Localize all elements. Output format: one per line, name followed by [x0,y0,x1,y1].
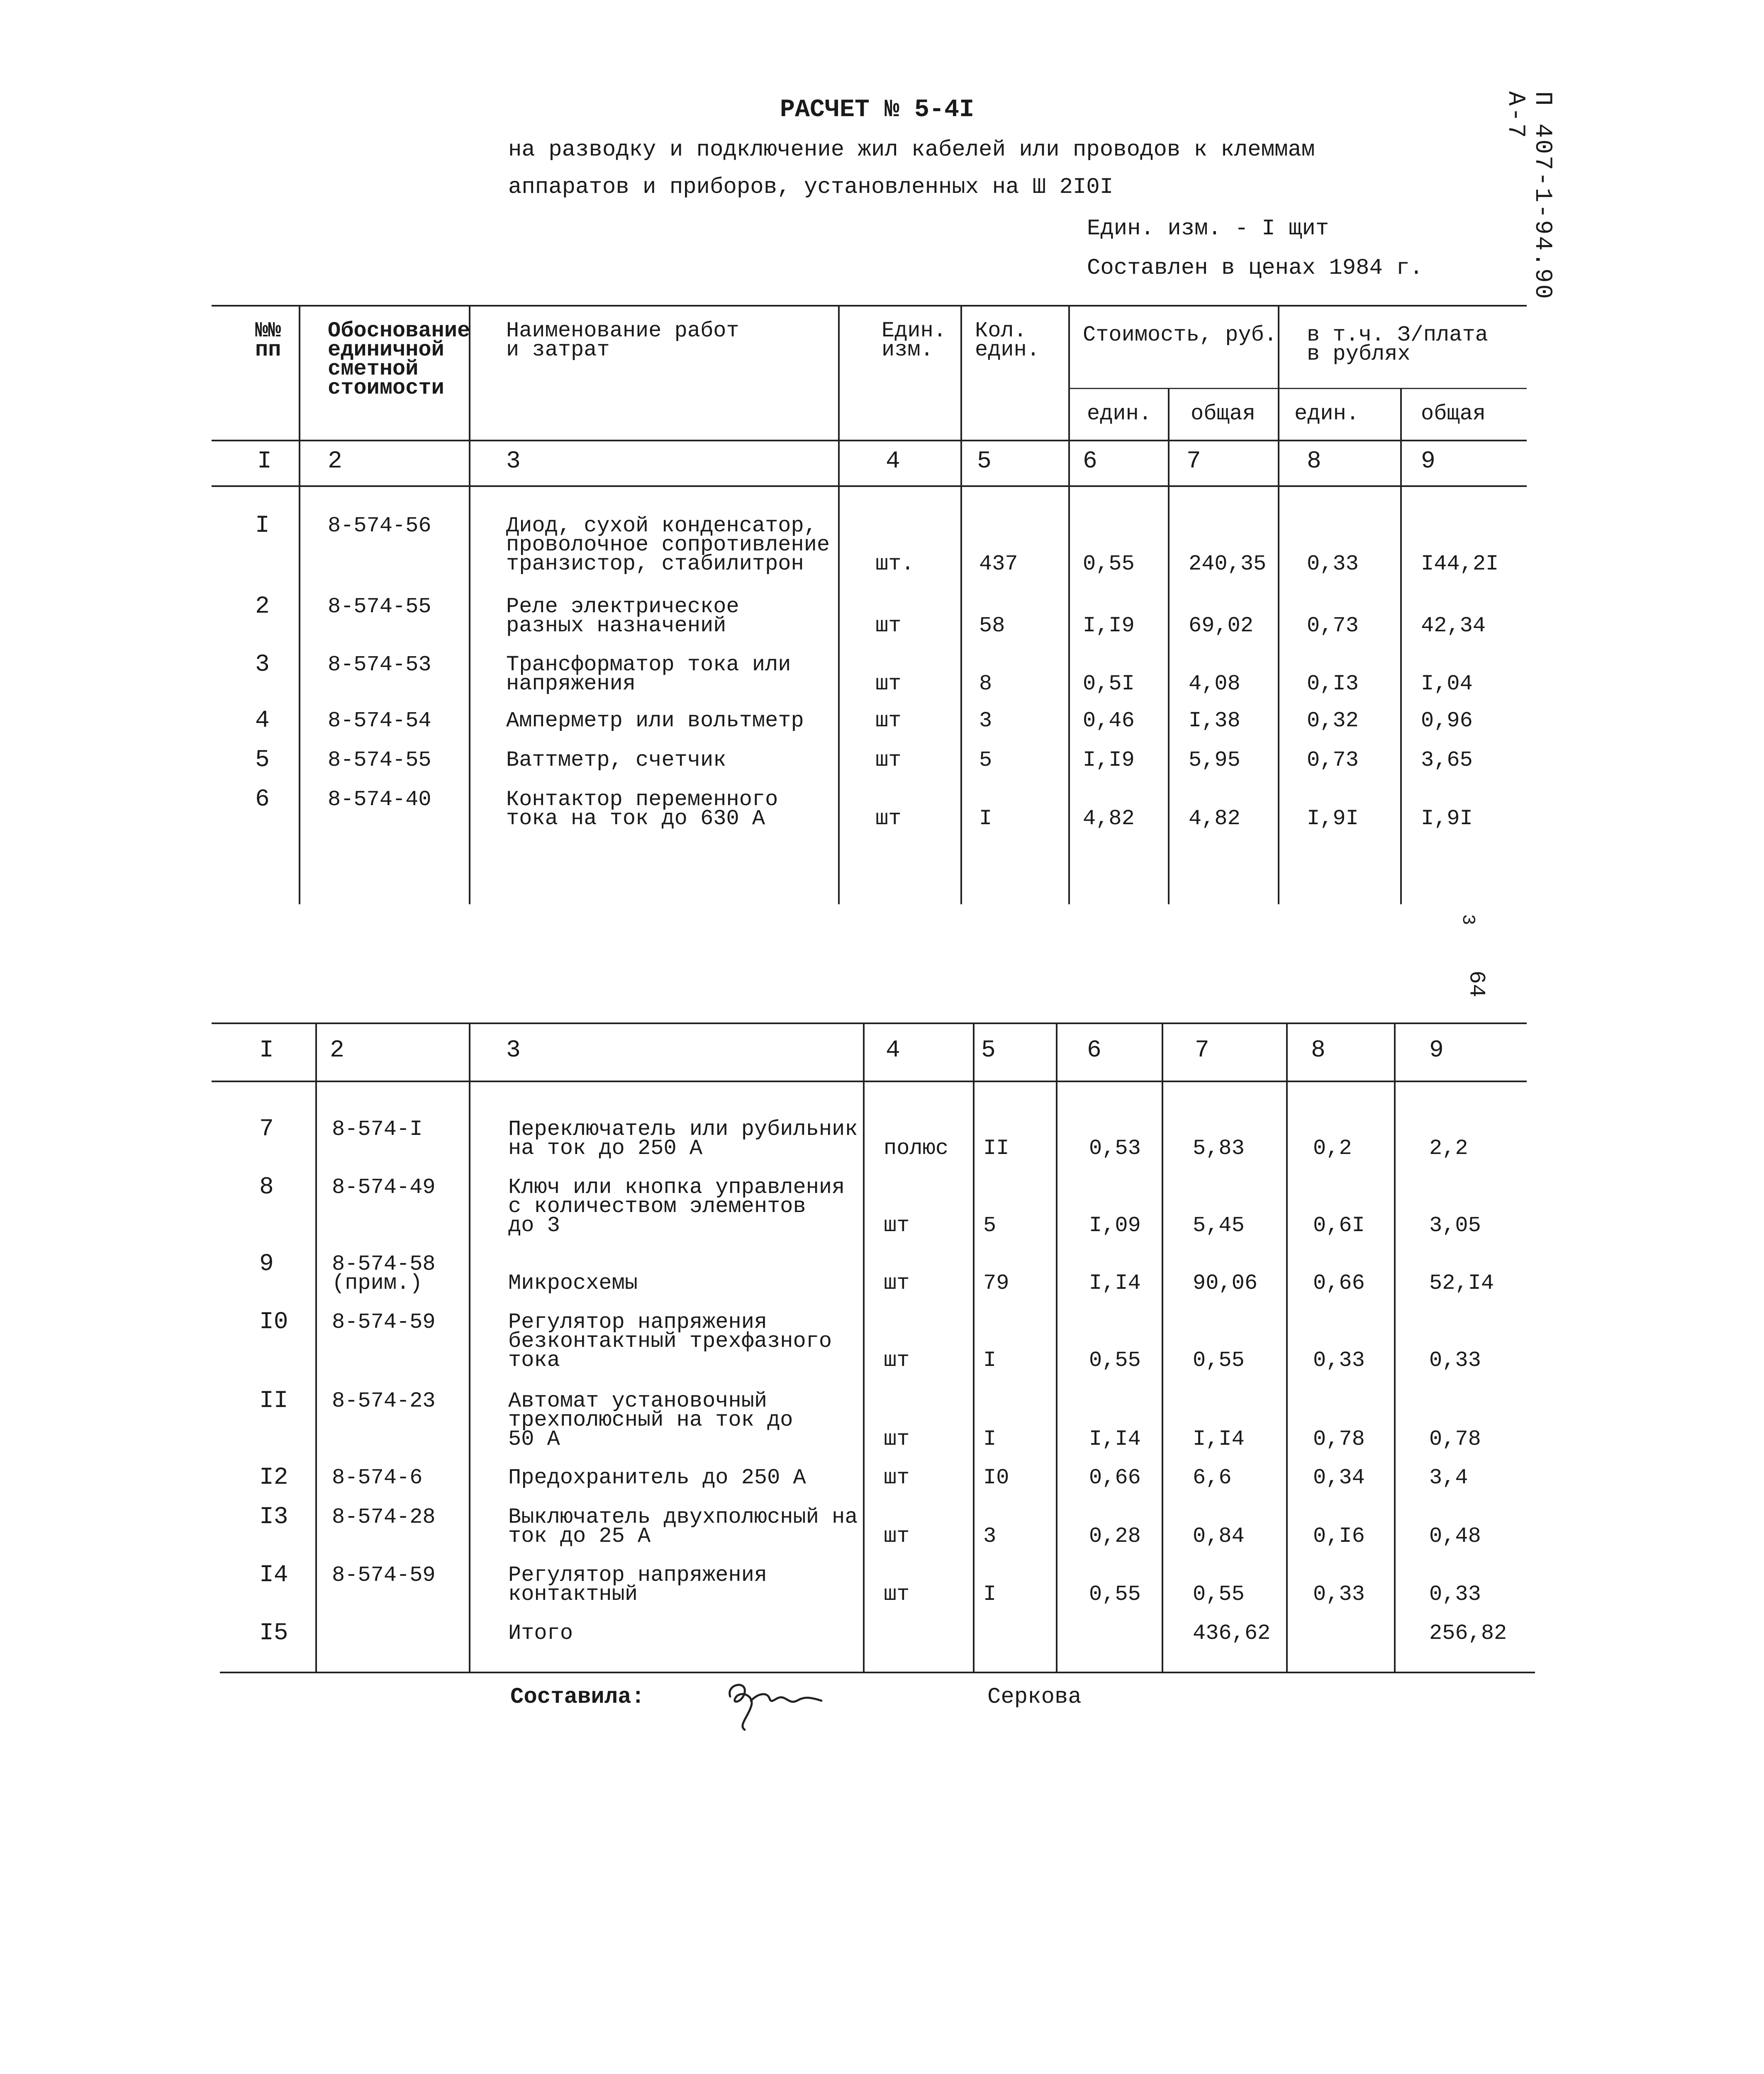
cell-cost-unit: I,I4 [1089,1427,1141,1451]
cell-unit: шт [884,1213,910,1238]
cell-work-name: Переключатель или рубильник на ток до 250 А [508,1117,858,1161]
document-code: П 407-1-94.90 А-7 [1502,91,1556,301]
cell-work-name: Ключ или кнопка управления с количеством элементов до 3 [508,1175,845,1238]
cell-wage-unit: 0,73 [1307,613,1359,638]
cell-quantity: I [983,1582,997,1607]
cell-cost-total: 0,55 [1193,1582,1245,1607]
col-number-9b: 9 [1429,1037,1444,1064]
cell-unit: шт [884,1465,910,1490]
cell-cost-unit: 0,66 [1089,1465,1141,1490]
cell-cost-total: 5,83 [1193,1136,1245,1161]
header-unit: Един. изм. [882,319,947,362]
cell-cost-unit: 0,28 [1089,1524,1141,1548]
col-number-9: 9 [1421,448,1435,475]
cell-work-name: Автомат установочный трехполюсный на ток до 50 А [508,1389,793,1451]
cell-wage-total: I,04 [1421,672,1473,696]
cell-wage-total: 3,4 [1429,1465,1468,1490]
handwritten-signature [722,1667,830,1734]
header-basis: Обоснование единичной сметной стоимости [328,319,470,400]
col-number-4b: 4 [886,1037,900,1064]
cell-cost-unit: I,09 [1089,1213,1141,1238]
cell-cost-unit: 0,55 [1083,552,1135,576]
header-wage: в т.ч. З/плата в рублях [1307,323,1488,366]
unit-of-measure: Един. изм. - I щит [1087,216,1329,241]
col-number-8b: 8 [1311,1037,1325,1064]
page-mark-2: 64 [1463,970,1489,998]
col-number-1: I [257,448,272,475]
cell-unit: шт. [875,552,914,576]
cell-basis-code: 8-574-58 (прим.) [332,1252,436,1295]
document-title: РАСЧЕТ № 5-4I [780,96,975,124]
cell-wage-total: 0,33 [1429,1348,1481,1373]
cell-basis-code: 8-574-6 [332,1465,423,1490]
col-number-3b: 3 [506,1037,521,1064]
col-number-8: 8 [1307,448,1321,475]
cell-work-name: Микросхемы [508,1271,638,1295]
cell-row-number: I3 [259,1504,288,1531]
cell-cost-total: 436,62 [1193,1621,1271,1646]
cell-basis-code: 8-574-55 [328,748,431,772]
cell-basis-code: 8-574-59 [332,1563,436,1587]
cell-unit: шт [884,1348,910,1373]
cell-unit: шт [875,672,901,696]
cell-basis-code: 8-574-53 [328,652,431,677]
cell-wage-total: 2,2 [1429,1136,1468,1161]
header-row-number: №№ пп [255,319,281,362]
cell-quantity: II [983,1136,1009,1161]
cell-quantity: 8 [979,672,992,696]
cell-work-name: Итого [508,1621,573,1646]
cell-row-number: 8 [259,1174,274,1201]
cell-quantity: I [979,806,992,831]
col-number-6: 6 [1083,448,1097,475]
cell-work-name: Регулятор напряжения контактный [508,1563,767,1607]
col-number-1b: I [259,1037,274,1064]
compiled-by-name: Серкова [987,1685,1082,1710]
cell-cost-total: 4,08 [1189,672,1240,696]
cell-cost-total: 5,95 [1189,748,1240,772]
cell-row-number: 2 [255,593,270,620]
cell-basis-code: 8-574-56 [328,514,431,538]
cell-wage-total: 0,96 [1421,708,1473,733]
cell-cost-unit: 0,55 [1089,1348,1141,1373]
cell-wage-unit: 0,I3 [1307,672,1359,696]
cell-unit: шт [884,1524,910,1548]
cell-quantity: 3 [979,708,992,733]
header-cost: Стоимость, руб. [1083,323,1277,347]
cell-wage-unit: 0,33 [1313,1348,1365,1373]
cell-cost-unit: 0,5I [1083,672,1135,696]
cell-unit: шт [875,748,901,772]
cell-work-name: Диод, сухой конденсатор, проволочное сопротивление транзистор, стабилитрон [506,514,830,576]
cell-unit: шт [884,1427,910,1451]
col-number-7b: 7 [1195,1037,1209,1064]
cell-wage-unit: 0,73 [1307,748,1359,772]
cell-cost-unit: 0,46 [1083,708,1135,733]
cell-cost-unit: I,I4 [1089,1271,1141,1295]
cell-wage-unit: 0,33 [1307,552,1359,576]
cell-work-name: Предохранитель до 250 А [508,1465,806,1490]
cell-quantity: 5 [979,748,992,772]
cell-wage-unit: 0,2 [1313,1136,1352,1161]
cell-quantity: 58 [979,613,1005,638]
cell-wage-total: 3,05 [1429,1213,1481,1238]
cell-row-number: I [255,512,270,539]
cell-cost-total: I,I4 [1193,1427,1245,1451]
header-wage-total: общая [1421,402,1486,426]
cell-quantity: I [983,1348,997,1373]
cell-work-name: Трансформатор тока или напряжения [506,652,791,696]
compiled-by-label: Составила: [510,1685,645,1710]
subtitle-line-2: аппаратов и приборов, установленных на Ш 2I0I [508,175,1113,200]
cell-cost-unit: I,I9 [1083,613,1135,638]
cell-wage-unit: 0,78 [1313,1427,1365,1451]
cell-wage-unit: 0,66 [1313,1271,1365,1295]
cell-row-number: 5 [255,747,270,774]
col-number-2: 2 [328,448,342,475]
cell-wage-unit: 0,34 [1313,1465,1365,1490]
cell-wage-unit: 0,32 [1307,708,1359,733]
cell-wage-total: 256,82 [1429,1621,1507,1646]
subtitle-line-1: на разводку и подключение жил кабелей или проводов к клеммам [508,137,1315,163]
col-number-3: 3 [506,448,521,475]
cell-cost-total: 240,35 [1189,552,1267,576]
cell-basis-code: 8-574-49 [332,1175,436,1200]
cell-work-name: Ваттметр, счетчик [506,748,726,772]
col-number-4: 4 [886,448,900,475]
cell-cost-total: 0,55 [1193,1348,1245,1373]
cell-wage-total: 0,33 [1429,1582,1481,1607]
cell-wage-unit: 0,33 [1313,1582,1365,1607]
cell-cost-total: 69,02 [1189,613,1254,638]
header-wage-unit: един. [1294,402,1360,426]
cell-wage-total: 3,65 [1421,748,1473,772]
cell-basis-code: 8-574-40 [328,787,431,812]
cell-cost-total: 90,06 [1193,1271,1258,1295]
cell-work-name: Выключатель двухполюсный на ток до 25 А [508,1505,858,1548]
cell-basis-code: 8-574-55 [328,594,431,619]
col-number-2b: 2 [330,1037,344,1064]
cell-row-number: 4 [255,707,270,734]
cell-cost-total: I,38 [1189,708,1240,733]
cell-basis-code: 8-574-28 [332,1505,436,1529]
cell-row-number: II [259,1388,288,1414]
cell-wage-total: 52,I4 [1429,1271,1494,1295]
header-quantity: Кол. един. [975,319,1040,362]
cell-cost-total: 4,82 [1189,806,1240,831]
cell-work-name: Регулятор напряжения безконтактный трехфазного тока [508,1310,832,1373]
cell-basis-code: 8-574-I [332,1117,423,1142]
cell-row-number: 3 [255,651,270,678]
price-basis: Составлен в ценах 1984 г. [1087,256,1423,281]
cell-unit: шт [875,708,901,733]
cell-row-number: I4 [259,1562,288,1589]
header-cost-total: общая [1191,402,1256,426]
cell-wage-total: 0,78 [1429,1427,1481,1451]
cell-wage-total: I44,2I [1421,552,1499,576]
col-number-7: 7 [1187,448,1201,475]
cell-cost-total: 6,6 [1193,1465,1232,1490]
header-cost-unit: един. [1087,402,1152,426]
cell-wage-unit: 0,6I [1313,1213,1365,1238]
cell-unit: шт [884,1582,910,1607]
cell-basis-code: 8-574-59 [332,1310,436,1334]
cell-wage-unit: 0,I6 [1313,1524,1365,1548]
cell-wage-total: 42,34 [1421,613,1486,638]
col-number-6b: 6 [1087,1037,1101,1064]
cell-cost-total: 5,45 [1193,1213,1245,1238]
cell-cost-unit: 4,82 [1083,806,1135,831]
cell-row-number: 7 [259,1116,274,1143]
cell-basis-code: 8-574-54 [328,708,431,733]
cell-work-name: Амперметр или вольтметр [506,708,804,733]
cell-quantity: 5 [983,1213,997,1238]
cell-unit: шт [875,613,901,638]
cell-row-number: I5 [259,1620,288,1647]
cell-unit: полюс [884,1136,949,1161]
cell-row-number: 6 [255,786,270,813]
header-work-name: Наименование работ и затрат [506,319,739,362]
cell-cost-total: 0,84 [1193,1524,1245,1548]
cell-quantity: I [983,1427,997,1451]
cell-row-number: I2 [259,1464,288,1491]
cell-quantity: 3 [983,1524,997,1548]
cell-unit: шт [875,806,901,831]
cell-wage-total: I,9I [1421,806,1473,831]
cell-quantity: 79 [983,1271,1009,1295]
cell-cost-unit: 0,55 [1089,1582,1141,1607]
cell-quantity: I0 [983,1465,1009,1490]
cell-unit: шт [884,1271,910,1295]
cell-work-name: Контактор переменного тока на ток до 630 А [506,787,778,831]
col-number-5b: 5 [981,1037,996,1064]
cell-wage-total: 0,48 [1429,1524,1481,1548]
cell-row-number: 9 [259,1251,274,1278]
cell-basis-code: 8-574-23 [332,1389,436,1413]
page-mark: 3 [1457,914,1479,925]
col-number-5: 5 [977,448,992,475]
cell-wage-unit: I,9I [1307,806,1359,831]
cell-row-number: I0 [259,1309,288,1336]
cell-quantity: 437 [979,552,1018,576]
cell-cost-unit: 0,53 [1089,1136,1141,1161]
cell-work-name: Реле электрическое разных назначений [506,594,739,638]
cell-cost-unit: I,I9 [1083,748,1135,772]
